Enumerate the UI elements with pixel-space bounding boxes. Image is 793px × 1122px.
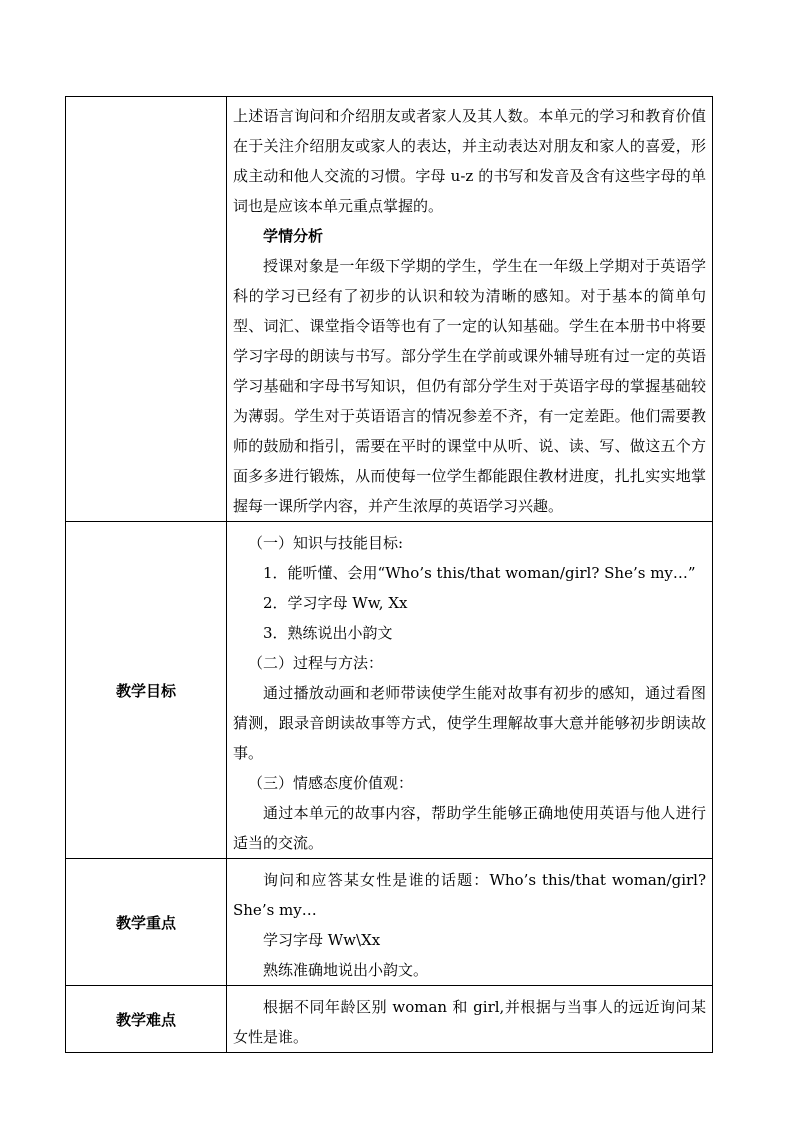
key-point-1: 询问和应答某女性是谁的话题：Who’s this/that woman/girl? She’s my…	[233, 871, 706, 919]
lesson-plan-table	[65, 96, 713, 1053]
table-row-difficulties	[66, 986, 713, 1053]
key-point-3: 熟练准确地说出小韵文。	[263, 961, 429, 979]
row-content-background	[227, 97, 713, 522]
row-label-key-points: 教学重点	[66, 859, 227, 986]
table-row-background	[66, 97, 713, 522]
learner-analysis-paragraph: 授课对象是一年级下学期的学生，学生在一年级上学期对于英语学科的学习已经有了初步的认识和较为清晰的感知。对于基本的简单句型、词汇、课堂指令语等也有了一定的认知基础。学生在本册书中将要学习字母的朗读与书写。部分学生在学前或课外辅导班有过一定的英语学习基础和字母书写知识，但仍有部分学生对于英语字母的掌握基础较为薄弱。学生对于英语语言的情况参差不齐，有一定差距。他们需要教师的鼓励和指引，需要在平时的课堂中从听、说、读、写、做这五个方面多多进行锻炼，从而使每一位学生都能跟住教材进度，扎扎实实地掌握每一课所学内容，并产生浓厚的英语学习兴趣。	[233, 257, 706, 515]
objective-values-paragraph: 通过本单元的故事内容，帮助学生能够正确地使用英语与他人进行适当的交流。	[233, 804, 706, 852]
unit-analysis-paragraph: 上述语言询问和介绍朋友或者家人及其人数。本单元的学习和教育价值在于关注介绍朋友或家人的表达，并主动表达对朋友和家人的喜爱，形成主动和他人交流的习惯。字母 u-z 的书写和发音及含有这些字母的单词也是应该本单元重点掌握的。	[233, 107, 706, 215]
key-point-2: 学习字母 Ww\Xx	[263, 931, 381, 949]
row-content-key-points	[227, 859, 713, 986]
objective-heading-knowledge: （一）知识与技能目标:	[248, 534, 404, 552]
table-row-objectives	[66, 522, 713, 859]
objective-item-3: 3．熟练说出小韵文	[263, 624, 393, 642]
row-content-difficulties	[227, 986, 713, 1053]
objective-item-1: 1．能听懂、会用“Who’s this/that woman/girl? She’s my…”	[263, 564, 696, 582]
row-label-empty	[66, 97, 227, 522]
objective-process-paragraph: 通过播放动画和老师带读使学生能对故事有初步的感知，通过看图猜测，跟录音朗读故事等方式，使学生理解故事大意并能够初步朗读故事。	[233, 684, 706, 762]
row-content-objectives	[227, 522, 713, 859]
section-heading-learner-analysis: 学情分析	[263, 227, 324, 245]
row-label-objectives: 教学目标	[66, 522, 227, 859]
difficulty-paragraph: 根据不同年龄区别 woman 和 girl,并根据与当事人的远近询问某女性是谁。	[233, 998, 706, 1046]
objective-heading-values: （三）情感态度价值观：	[248, 774, 414, 792]
objective-heading-process: （二）过程与方法：	[248, 654, 384, 672]
table-row-key-points	[66, 859, 713, 986]
row-label-difficulties: 教学难点	[66, 986, 227, 1053]
objective-item-2: 2．学习字母 Ww, Xx	[263, 594, 408, 612]
